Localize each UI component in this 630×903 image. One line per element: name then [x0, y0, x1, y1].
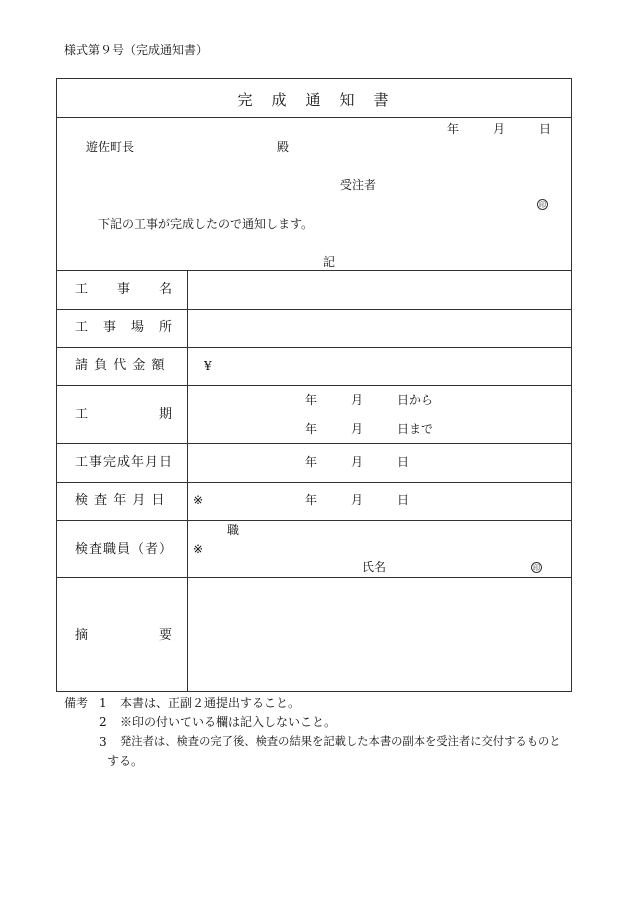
row-divider [57, 347, 571, 348]
period-header: 工 期 [75, 407, 174, 422]
period-from-day: 日から [397, 393, 434, 407]
date-year-label: 年 [447, 122, 460, 136]
period-from-year: 年 [305, 393, 318, 407]
period-from-month: 月 [351, 393, 364, 407]
completion-day: 日 [397, 455, 410, 469]
period-to-year: 年 [305, 422, 318, 436]
notice-form [56, 78, 572, 692]
addressee-honorific: 殿 [277, 140, 290, 154]
note-text: 発注者は、検査の完了後、検査の結果を記載した本書の副本を受注者に交付するものと [120, 735, 561, 748]
inspector-position-label: 職 [227, 523, 240, 537]
note-number: 3 [99, 735, 107, 749]
row-divider [57, 482, 571, 483]
project-site-header: 工 事 場 所 [75, 320, 174, 335]
note-text: 本書は、正副２通提出すること。 [120, 696, 301, 710]
inspection-date-note-mark: ※ [193, 493, 204, 507]
row-divider [57, 577, 571, 578]
inspection-month: 月 [351, 493, 364, 507]
notes-label: 備考 [64, 696, 89, 710]
yen-sign: ¥ [204, 359, 212, 373]
row-divider [57, 385, 571, 386]
project-name-header: 工 事 名 [75, 282, 174, 297]
table-column-divider [187, 270, 188, 691]
title-divider [57, 117, 571, 118]
completion-date-header: 工事完成年月日 [75, 455, 174, 470]
note-number: 1 [99, 696, 107, 710]
inspector-header: 検査職員（者） [75, 542, 174, 557]
contract-amount-header: 請 負 代 金 額 [75, 358, 166, 373]
form-title: 完 成 通 知 書 [237, 91, 391, 109]
date-month-label: 月 [493, 122, 506, 136]
inspector-note-mark: ※ [193, 542, 204, 556]
note-text-continuation: する。 [107, 754, 144, 768]
contractor-seal-mark: 印 [539, 201, 546, 209]
row-divider [57, 520, 571, 521]
table-top-line [57, 270, 571, 271]
note-number: 2 [99, 715, 107, 729]
inspection-date-header: 検 査 年 月 日 [75, 493, 166, 508]
ki-label: 記 [323, 255, 336, 269]
note-text: ※印の付いている欄は記入しないこと。 [120, 715, 337, 729]
completion-year: 年 [305, 455, 318, 469]
completion-month: 月 [351, 455, 364, 469]
inspection-day: 日 [397, 493, 410, 507]
date-day-label: 日 [539, 122, 552, 136]
period-to-month: 月 [351, 422, 364, 436]
row-divider [57, 443, 571, 444]
summary-header: 摘 要 [75, 628, 174, 643]
inspector-name-label: 氏名 [362, 560, 387, 574]
addressee-name: 遊佐町長 [86, 140, 135, 154]
row-divider [57, 309, 571, 310]
contractor-label: 受注者 [340, 178, 377, 192]
notice-text: 下記の工事が完成したので通知します。 [98, 217, 314, 231]
form-number: 様式第９号（完成通知書） [64, 43, 209, 57]
inspection-year: 年 [305, 493, 318, 507]
period-to-day: 日まで [397, 422, 434, 436]
inspector-seal-mark: 印 [533, 564, 540, 572]
